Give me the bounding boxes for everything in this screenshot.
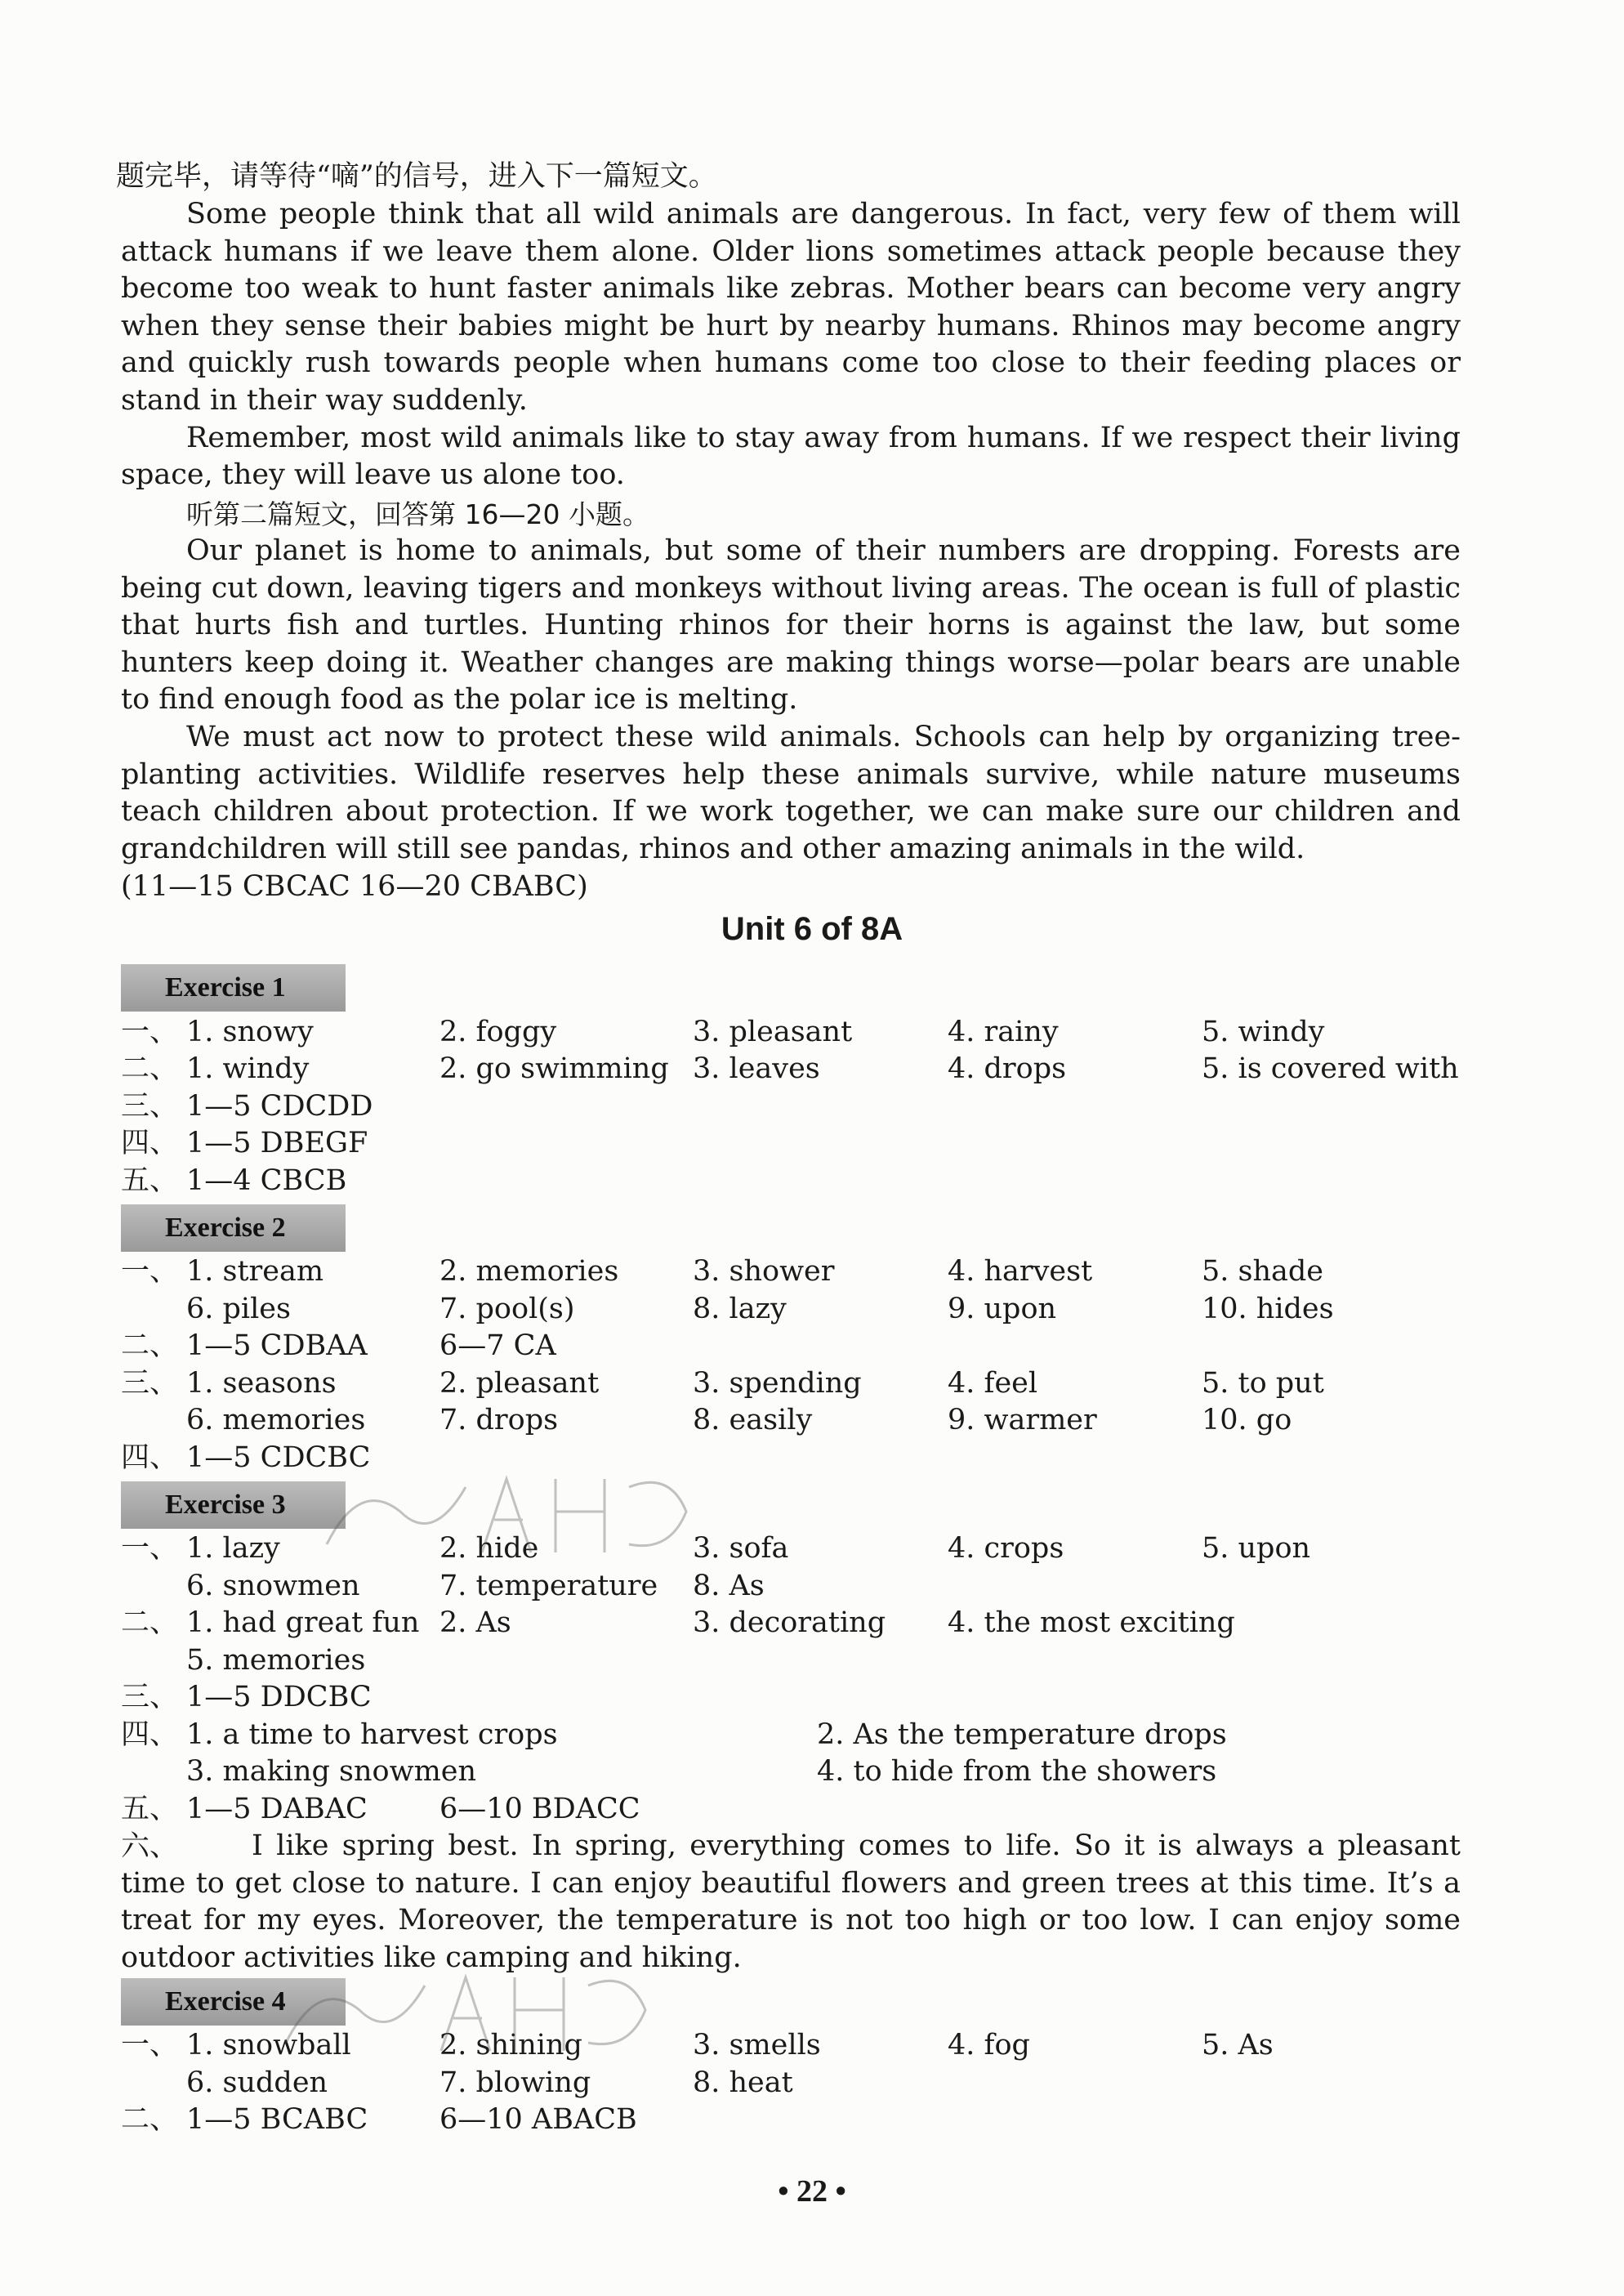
watermark-graphic-2 (270, 1961, 662, 2067)
ex3-writing-text: I like spring best. In spring, everything comes to life. So it is always a pleasant time to get close to nature. I can enjoy beautiful flowers and green trees at this time. It’s a treat for my eyes. Moreover, the temperature is not too high or too low. I can enjoy some outdoor activities like camping and hiking. (121, 1829, 1461, 1974)
passage-1-para-1: Some people think that all wild animals are dangerous. In fact, very few of them will attack humans if we leave them alone. Older lions sometimes attack people because they become too weak to hunt faster animals like zebras. Mother bears can become very angry when they sense their babies might be hurt by nearby humans. Rhinos may become angry and quickly rush towards people when humans come too close to their feeding places or stand in their way suddenly. (121, 198, 1461, 417)
unit-heading: Unit 6 of 8A (721, 911, 903, 947)
listening-instruction: 听第二篇短文，回答第 16—20 小题。 (186, 498, 649, 530)
exercise-1-label: Exercise 1 (121, 964, 346, 1012)
exercise-3-label: Exercise 3 (121, 1481, 346, 1529)
exercise-4-label: Exercise 4 (121, 1978, 346, 2026)
intro-line: 题完毕，请等待“嘀”的信号，进入下一篇短文。 (116, 160, 717, 193)
ex3-writing (121, 1828, 1461, 1977)
passage-2-para-1: Our planet is home to animals, but some of their numbers are dropping. Forests are being cut down, leaving tigers and monkeys without living areas. The ocean is full of plastic that hurts fish and turtles. Hunting rhinos for their horns is against the law, but some hunters keep doing it. Weather changes are making things worse—polar bears are unable to find enough food as the polar ice is melting. (121, 534, 1461, 717)
passage-1 (121, 196, 1461, 494)
passage-2-para-2: We must act now to protect these wild animals. Schools can help by organizing tree-planting activities. Wildlife reserves help these animals survive, while nature museums teach children about protection. If we work together, we can make sure our children and grandchildren will still see pandas, rhinos and other amazing animals in the wild. (121, 720, 1461, 865)
watermark-graphic (310, 1463, 703, 1569)
passage-2 (121, 533, 1461, 868)
answers-line: (11—15 CBCAC 16—20 CBABC) (121, 870, 588, 903)
page-number: • 22 • (778, 2174, 846, 2209)
exercise-2-label: Exercise 2 (121, 1204, 346, 1252)
answer-key-page: 题完毕，请等待“嘀”的信号，进入下一篇短文。 Some people think that all wild animals are dangerous. In fact, very few of them will attack humans if we leave them alone. Older lions sometimes attack people because they become too weak to hunt faster animals like zebras. Mother bears can become very angry when they sense their babies might be hurt by nearby humans. Rhinos may become angry and quickly rush towards people when humans come too close to their feeding places or stand in their way suddenly. Remember, most wild animals like to stay away from humans. If we respect their living space, they will leave us alone too. 听第二篇短文，回答第 16—20 小题。 Our planet is home to animals, but some of their numbers are dropping. Forests are being cut down, leaving tigers and monkeys without living areas. The ocean is full of plastic that hurts fish and turtles. Hunting rhinos for their horns is against the law, but some hunters keep doing it. Weather changes are making things worse—polar bears are unable to find enough food as the polar ice is melting. We must act now to protect these wild animals. Schools can help by organizing tree-planting activities. Wildlife reserves help these animals survive, while nature museums teach children about protection. If we work together, we can make sure our children and grandchildren will still see pandas, rhinos and other amazing animals in the wild. (11—15 CBCAC 16—20 CBABC) Unit 6 of 8A Exercise 1 一、 1. snowy 2. foggy 3. pleasant 4. rainy 5. windy 二、 1. windy 2. go swimming 3. leaves 4. drops 5. is covered with 三、 1—5 CDCDD 四、 1—5 DBEGF 五、 1—4 CBCB Exercise 2 一、 1. stream 2. memories 3. shower 4. harvest 5. shade 6. piles 7. pool(s) 8. lazy 9. upon 10. hides 二、 1—5 CDBAA 6—7 CA 三、 1. seasons 2. pleasant 3. spending 4. feel 5. to put 6. memories 7. drops 8. easily 9. warmer 10. go 四、 1—5 CDCBC Exercise 3 一、 1. lazy 2. hide 3. sofa 4. crops 5. upon 6. snowmen 7. temperature 8. As 二、 1. had great fun 2. As 3. decorating 4. the most exciting 5. memories 三、 1—5 DDCBC 四、 1. a time to harvest crops 2. As the temperature drops 3. making snowmen 4. to hide from the showers 五、 1—5 DABAC 6—10 BDACC 六、 I like spring best. In spring, everything comes to life. So it is always a pleasant time to get close to nature. I can enjoy beautiful flowers and green trees at this time. It’s a treat for my eyes. Moreover, the temperature is not too high or too low. I can enjoy some outdoor activities like camping and hiking. Exercise 4 一、 1. snowball 2. shining 3. smells 4. fog 5. As 6. sudden 7. blowing 8. heat 二、 1—5 BCABC 6—10 ABACB • 22 • (0, 0, 1624, 2296)
passage-1-para-2: Remember, most wild animals like to stay away from humans. If we respect their living space, they will leave us alone too. (121, 421, 1461, 492)
